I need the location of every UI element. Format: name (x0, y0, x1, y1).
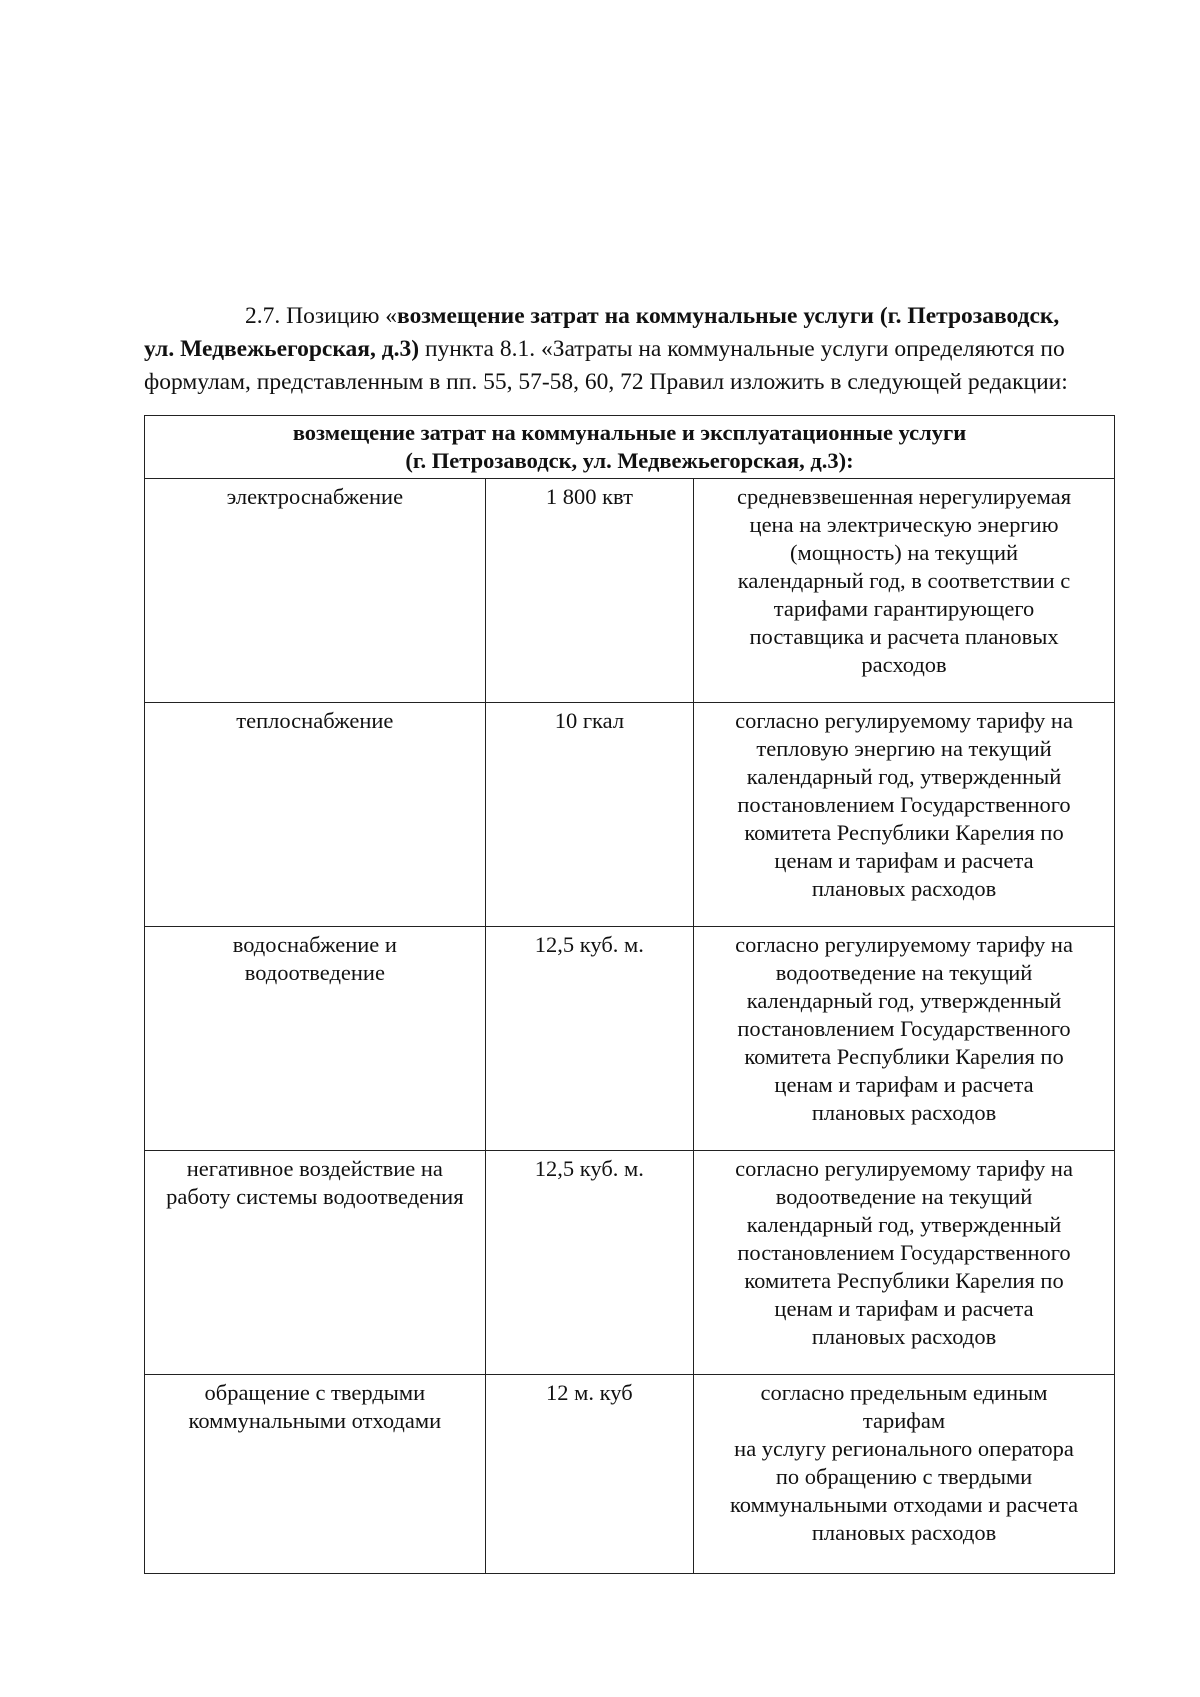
basis-line: на услугу регионального оператора (734, 1436, 1074, 1461)
service-text: водоснабжение и (232, 932, 397, 957)
intro-line-1 (144, 300, 1114, 333)
service-text: коммунальными отходами (188, 1408, 442, 1433)
amount-cell: 10 гкал (485, 703, 693, 927)
basis-line: водоотведение на текущий (775, 1184, 1033, 1209)
basis-line: согласно регулируемому тарифу на (735, 708, 1073, 733)
intro-bold-2: ул. Медвежьегорская, д.3) (144, 336, 420, 362)
amount-cell: 12 м. куб (485, 1375, 693, 1574)
intro-number: 2.7. Позицию « (245, 303, 398, 329)
basis-line: согласно регулируемому тарифу на (735, 932, 1073, 957)
table-header-line-2: (г. Петрозаводск, ул. Медвежьегорская, д.3): (405, 448, 854, 473)
basis-line: поставщика и расчета плановых (749, 624, 1059, 649)
table-header (145, 416, 1115, 479)
service-cell (145, 479, 486, 703)
basis-line: расходов (861, 652, 947, 677)
basis-line: календарный год, утвержденный (746, 988, 1062, 1013)
basis-line: плановых расходов (811, 876, 997, 901)
basis-line: ценам и тарифам и расчета (774, 848, 1034, 873)
service-text: теплоснабжение (236, 708, 394, 733)
basis-line: календарный год, утвержденный (746, 764, 1062, 789)
basis-line: цена на электрическую энергию (749, 512, 1059, 537)
amount-cell: 1 800 квт (485, 479, 693, 703)
amount-cell: 12,5 куб. м. (485, 1151, 693, 1375)
table-row (145, 479, 1115, 703)
basis-line: плановых расходов (811, 1520, 997, 1545)
basis-cell (694, 1151, 1115, 1375)
basis-line: ценам и тарифам и расчета (774, 1072, 1034, 1097)
basis-cell (694, 1375, 1115, 1574)
service-text: работу системы водоотведения (166, 1184, 464, 1209)
basis-line: по обращению с твердыми (775, 1464, 1033, 1489)
intro-line-3: формулам, представленным в пп. 55, 57-58, 60, 72 Правил изложить в следующей редакции: (144, 369, 1068, 395)
basis-line: ценам и тарифам и расчета (774, 1296, 1034, 1321)
basis-line: комитета Республики Карелия по (744, 1268, 1064, 1293)
basis-cell (694, 703, 1115, 927)
basis-line: коммунальными отходами и расчета (729, 1492, 1079, 1517)
service-text: негативное воздействие на (186, 1156, 443, 1181)
service-cell (145, 927, 486, 1151)
basis-line: постановлением Государственного (737, 792, 1071, 817)
basis-line: средневзвешенная нерегулируемая (736, 484, 1072, 509)
basis-line: комитета Республики Карелия по (744, 820, 1064, 845)
basis-line: комитета Республики Карелия по (744, 1044, 1064, 1069)
basis-line: согласно предельным единым (760, 1380, 1048, 1405)
service-cell (145, 1151, 486, 1375)
table-header-line-1: возмещение затрат на коммунальные и эксплуатационные услуги (292, 420, 967, 445)
basis-line: согласно регулируемому тарифу на (735, 1156, 1073, 1181)
service-text: электроснабжение (226, 484, 404, 509)
basis-line: тарифам (862, 1408, 946, 1433)
service-cell (145, 703, 486, 927)
basis-line: календарный год, в соответствии с (737, 568, 1071, 593)
basis-line: (мощность) на текущий (789, 540, 1019, 565)
basis-line: тарифами гарантирующего (773, 596, 1035, 621)
amount-cell: 12,5 куб. м. (485, 927, 693, 1151)
basis-line: плановых расходов (811, 1100, 997, 1125)
intro-bold-1: возмещение затрат на коммунальные услуги (г. Петрозаводск, (397, 303, 1060, 329)
table-row (145, 703, 1115, 927)
intro-rest-2: пункта 8.1. «Затраты на коммунальные услуги определяются по (419, 336, 1065, 362)
basis-line: постановлением Государственного (737, 1016, 1071, 1041)
table-row (145, 927, 1115, 1151)
basis-cell (694, 927, 1115, 1151)
table-row (145, 1151, 1115, 1375)
basis-line: водоотведение на текущий (775, 960, 1033, 985)
intro-paragraph (144, 300, 1114, 399)
basis-line: плановых расходов (811, 1324, 997, 1349)
basis-line: постановлением Государственного (737, 1240, 1071, 1265)
basis-line: тепловую энергию на текущий (756, 736, 1052, 761)
costs-table (144, 415, 1115, 1574)
service-cell (145, 1375, 486, 1574)
basis-line: календарный год, утвержденный (746, 1212, 1062, 1237)
table-row (145, 1375, 1115, 1574)
basis-cell (694, 479, 1115, 703)
intro-line-2 (144, 333, 1114, 366)
service-text: водоотведение (244, 960, 385, 985)
service-text: обращение с твердыми (204, 1380, 426, 1405)
table-header-row (145, 416, 1115, 479)
